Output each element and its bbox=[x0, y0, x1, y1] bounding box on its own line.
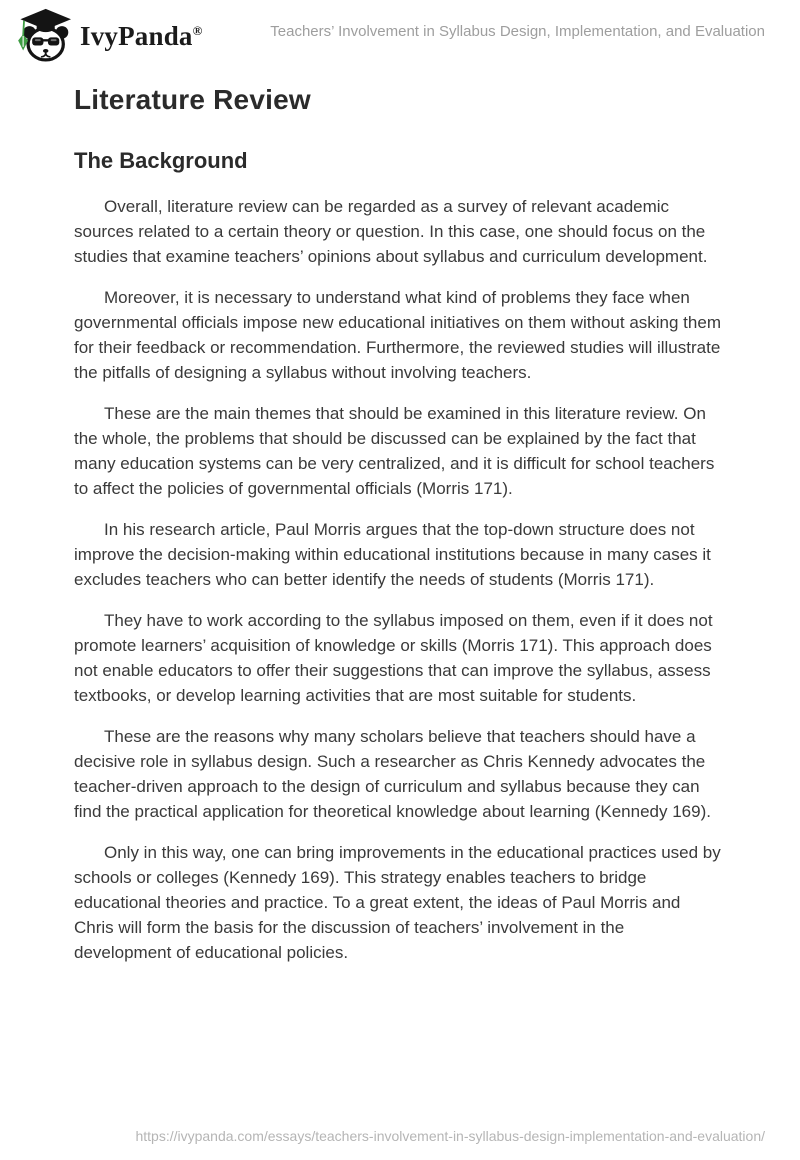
document-body bbox=[0, 64, 800, 965]
document-header-title: Teachers’ Involvement in Syllabus Design, Implementation, and Evaluation bbox=[270, 22, 765, 40]
page-header bbox=[0, 0, 800, 64]
registered-mark: ® bbox=[192, 22, 203, 38]
section-title: The Background bbox=[74, 148, 248, 173]
paragraph: These are the main themes that should be examined in this literature review. On the whole, the problems that should be discussed can be explained by the fact that many education systems can be very centralized, and it is difficult for school teachers to affect the policies of governmental officials (Morris 171). bbox=[74, 404, 715, 498]
paragraph: Moreover, it is necessary to understand what kind of problems they face when governmental officials impose new educational initiatives on them without asking them for their feedback or recommendation. Furthermore, the reviewed studies will illustrate the pitfalls of designing a syllabus without involving teachers. bbox=[74, 288, 721, 382]
paragraph: In his research article, Paul Morris argues that the top-down structure does not improve the decision-making within educational institutions because in many cases it excludes teachers who can better identify the needs of students (Morris 171). bbox=[74, 520, 711, 589]
ivypanda-logo bbox=[14, 8, 203, 64]
paragraph: These are the reasons why many scholars believe that teachers should have a decisive role in syllabus design. Such a researcher as Chris Kennedy advocates the teacher-driven approach to the design of curriculum and syllabus because they can find the practical application for theoretical knowledge about learning (Kennedy 169). bbox=[74, 727, 711, 821]
paragraph: They have to work according to the syllabus imposed on them, even if it does not promote learners’ acquisition of knowledge or skills (Morris 171). This approach does not enable educators to offer their suggestions that can improve the syllabus, assess textbooks, or develop learning activities that are most suitable for students. bbox=[74, 611, 713, 705]
source-url: https://ivypanda.com/essays/teachers-involvement-in-syllabus-design-implementation-and-evaluation/ bbox=[135, 1128, 765, 1144]
brand-name: IvyPanda® bbox=[80, 20, 203, 51]
paragraph: Only in this way, one can bring improvements in the educational practices used by schools or colleges (Kennedy 169). This strategy enables teachers to bridge educational theories and practice. To a great extent, the ideas of Paul Morris and Chris will form the basis for the discussion of teachers’ involvement in the development of educational policies. bbox=[74, 843, 721, 962]
panda-graduate-icon bbox=[14, 8, 72, 64]
paragraph: Overall, literature review can be regarded as a survey of relevant academic sources related to a certain theory or question. In this case, one should focus on the studies that examine teachers’ opinions about syllabus and curriculum development. bbox=[74, 197, 708, 266]
page-footer bbox=[35, 1128, 765, 1146]
page-title: Literature Review bbox=[74, 84, 311, 115]
